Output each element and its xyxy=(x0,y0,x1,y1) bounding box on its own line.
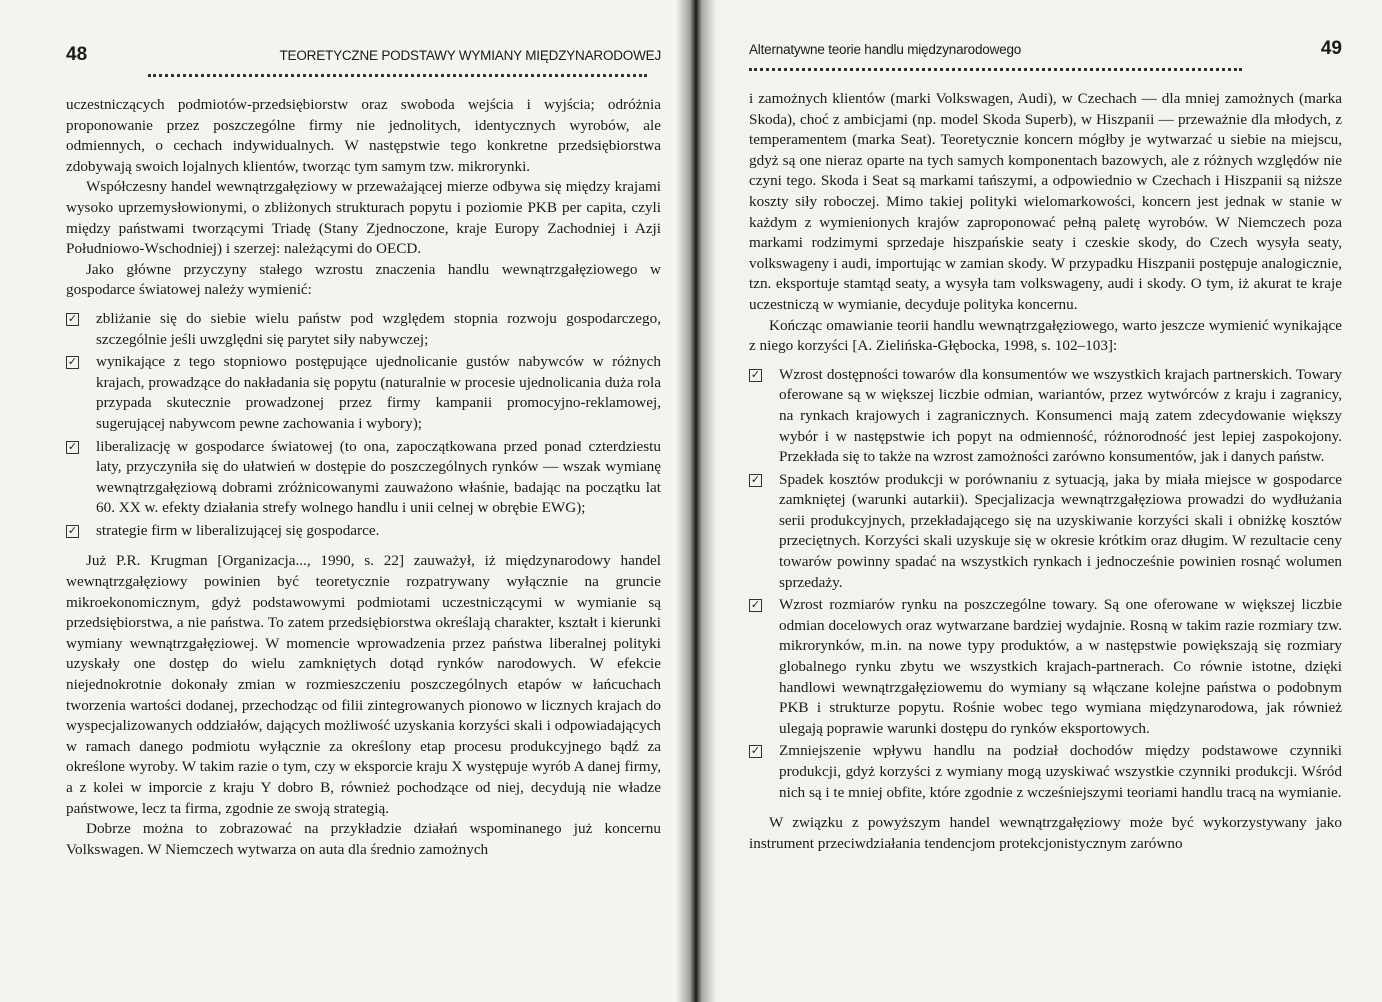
list-item: ✓ wynikające z tego stopniowo postępujące ujednolicanie gustów nabywców w różnych krajach, prowadzące do nakładania się popytu (naturalnie w procesie ujednolicania duża rola przypada skutecznie prowadzonej przez firmy kampanii promocyjno-reklamowej, sugerującej nabywcom pewne zachowania i wybory); xyxy=(67,353,661,432)
paragraph: i zamożnych klientów (marki Volkswagen, Audi), w Czechach — dla mniej zamożnych (marka Skoda), choć z ambicjami (np. model Skoda Superb), w Hiszpanii — przeważnie dla młodych, z temperamentem (marka Seat). Teoretycznie koncern mógłby je wytwarzać u siebie na miejscu, gdyż są one nieraz oparte na tych samych komponentach bazowych, ale z różnych względów nie czyni tego. Skoda i Seat są markami tańszymi, a odpowiednio w Czechach i Hiszpanii są niższe koszty siły roboczej. Mimo takiej polityki wielomarkowości, koncern jest jednak w stanie w każdym z wymienionych krajów zaproponować pełną paletę wyrobów. W Niemczech poza markami rodzimymi sprzedaje hiszpańskie seaty i czeskie skody, do Czech wysyła seaty, volkswageny i audi, importując w zamian skody. W przypadku Hiszpanii postępuje analogicznie, tzn. eksportuje stamtąd seaty, a wysyła tam volkswageny, audi i skody. O tym, iż akurat te kraje uczestniczą w wymianie, decyduje polityka koncernu. xyxy=(749,90,1342,313)
paragraph: Już P.R. Krugman [Organizacja..., 1990, s. 22] zauważył, iż międzynarodowy handel wewnątrzgałęziowy powinien być teoretycznie rozpatrywany wyłącznie na gruncie mikroekonomicznym, gdyż podstawowymi podmiotami uczestniczącymi w wymianie są przedsiębiorstwa, a nie państwa. To zatem przedsiębiorstwa określają charakter, kształt i kierunki wymiany wewnątrzgałęziowej. W momencie wprowadzenia przez państwa liberalnej polityki uzyskały one dostęp do wielu zamkniętych dotąd rynków narodowych. W efekcie niejednokrotnie dokonały zmian w rozmieszczeniu poszczególnych etapów w łańcuchach tworzenia wartości dodanej, przechodząc od filii zintegrowanych pionowo w licznych krajach do wyspecjalizowanych oddziałów, dających możliwość uzyskania korzyści skali i odpowiadających w ramach danego podmiotu wyłącznie za określony etap procesu produkcyjnego bądź za określone wyroby. W takim razie o tym, czy w eksporcie kraju X występuje wyrób A danej firmy, a z kolei w imporcie z kraju Y dobro B, również pochodzące od niej, decydują nie władze państwowe, lecz ta firma, zgodnie ze swoją strategią. xyxy=(66,552,661,817)
checkbox-icon: ✓ xyxy=(750,744,761,758)
checkbox-icon: ✓ xyxy=(67,439,78,453)
running-head: TEORETYCZNE PODSTAWY WYMIANY MIĘDZYNARODOWEJ xyxy=(279,48,661,63)
paragraph: uczestniczących podmiotów-przedsiębiorstw oraz swoboda wejścia i wyjścia; odróżnia proponowanie przez poszczególne firmy nie jednolitych, identycznych wyrobów, ale odmiennych, o cechach indywidualnych. W następstwie tego konkretne przedsiębiorstwa zdobywają swoich lojalnych klientów, tworząc tym samym tzw. mikrorynki. xyxy=(66,96,661,175)
list-item: ✓ Zmniejszenie wpływu handlu na podział dochodów między podstawowe czynniki produkcji, gdyż korzyści z wymiany mogą uzyskiwać wszystkie czynniki produkcji. Wśród nich są i te mniej obfite, które zgodnie z wcześniejszymi teoriami handlu tracą na wymianie. xyxy=(750,742,1342,801)
right-page xyxy=(691,0,1382,1002)
list-item: ✓ strategie firm w liberalizującej się gospodarce. xyxy=(67,521,380,539)
right-page-header xyxy=(749,38,1342,60)
header-rule xyxy=(148,74,647,77)
left-page-header xyxy=(66,44,661,66)
header-rule xyxy=(749,68,1242,71)
bullet-list xyxy=(66,309,661,542)
page-number: 48 xyxy=(66,44,88,65)
list-item: ✓ Wzrost rozmiarów rynku na poszczególne towary. Są one oferowane w większej liczbie odmian docelowych oraz wytwarzane bardziej wydajnie. Rosną w takim razie rozmiary tzw. mikrorynków, m.in. na nowe typy produktów, a w następstwie powiększają się rozmiary globalnego rynku zbytu we wszystkich krajach-partnerach. Co równie istotne, dzięki handlowi wewnątrzgałęziowemu do wymiany są włączane kolejne państwa o podobnym PKB i strukturze popytu. Rośnie wobec tego wymiana międzynarodowa, jak również ulegają poprawie warunki dostępu do rynków eksportowych. xyxy=(750,596,1342,737)
list-item: ✓ Spadek kosztów produkcji w porównaniu z sytuacją, jaka by miała miejsce w gospodarce zamkniętej (warunki autarkii). Specjalizacja wewnątrzgałęziowa prowadzi do wydłużania serii produkcyjnych, przekładającego się na uzyskiwanie korzyści skali i obniżkę kosztów przeciętnych. Korzyści skali uzyskuje się w okresie krótkim oraz długim. W rezultacie ceny towarów powinny spadać na wszystkich rynkach i jednocześnie powinien rosnąć wolumen sprzedaży. xyxy=(750,470,1342,591)
list-item: ✓ liberalizację w gospodarce światowej (to ona, zapoczątkowana przed ponad czterdziestu laty, przyczyniła się do ułatwień w dostępie do poszczególnych rynków — wszak wymianę wewnątrzgałęziową dobrami zróżnicowanymi zauważono właśnie, badając na początku lat 60. XX w. efekty działania strefy wolnego handlu i unii celnej w obrębie EWG); xyxy=(67,437,661,517)
list-item: ✓ zbliżanie się do siebie wielu państw pod względem stopnia rozwoju gospodarczego, szczególnie jeśli uwzględni się parytet siły nabywczej; xyxy=(67,309,661,348)
checkbox-icon: ✓ xyxy=(67,355,78,369)
checkbox-icon: ✓ xyxy=(67,523,78,537)
list-item: ✓ Wzrost dostępności towarów dla konsumentów we wszystkich krajach partnerskich. Towary oferowane są w większej liczbie odmian, wariantów, przez wytwórców z kraju i zagranicy, na rynkach krajowych i zagranicznych. Konsumenci mają zatem zdecydowanie większy wybór i w następstwie ich popyt na odmienność, różnorodność jest lepiej zaspokojony. Przekłada się to także na wzrost zamożności zarówno konsumentów, jak i danych państw. xyxy=(750,365,1342,466)
checkbox-icon: ✓ xyxy=(750,598,761,612)
paragraph: Jako główne przyczyny stałego wzrostu znaczenia handlu wewnątrzgałęziowego w gospodarce światowej należy wymienić: xyxy=(66,260,661,299)
checkbox-icon: ✓ xyxy=(67,311,78,325)
paragraph: Współczesny handel wewnątrzgałęziowy w przeważającej mierze odbywa się między krajami wysoko uprzemysłowionymi, o zbliżonych strukturach popytu i poziomie PKB per capita, czyli między państwami tworzącymi Triadę (Stany Zjednoczone, kraje Europy Zachodniej i Azji Południowo-Wschodniej) i szerzej: należącymi do OECD. xyxy=(66,178,661,258)
bullet-list xyxy=(749,365,1342,803)
checkbox-icon: ✓ xyxy=(750,472,761,486)
checkbox-icon: ✓ xyxy=(750,367,761,381)
running-head: Alternatywne teorie handlu międzynarodowego xyxy=(749,42,1022,57)
paragraph: Kończąc omawianie teorii handlu wewnątrzgałęziowego, warto jeszcze wymienić wynikające z niego korzyści [A. Zielińska-Głębocka, 1998, s. 102–103]: xyxy=(749,316,1342,355)
paragraph: W związku z powyższym handel wewnątrzgałęziowy może być wykorzystywany jako instrument przeciwdziałania tendencjom protekcjonistycznym zarówno xyxy=(749,814,1342,852)
page-number: 49 xyxy=(1320,38,1342,59)
paragraph: Dobrze można to zobrazować na przykładzie działań wspominanego już koncernu Volkswagen. W Niemczech wytwarza on auta dla średnio zamożnych xyxy=(66,820,661,858)
